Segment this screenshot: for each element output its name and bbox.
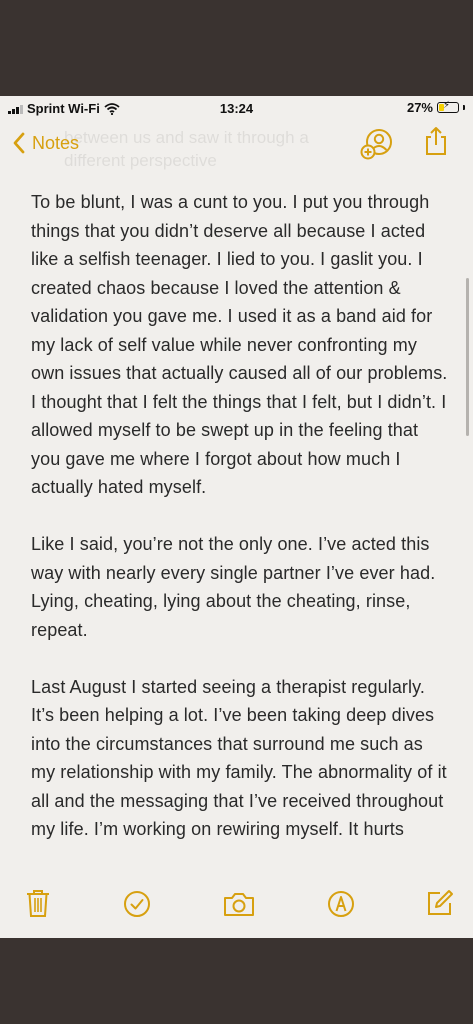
- camera-icon[interactable]: [223, 891, 255, 917]
- bottom-toolbar: [0, 878, 473, 938]
- ghost-title-line-2: different perspective: [64, 151, 217, 170]
- battery-percent: 27%: [406, 100, 433, 115]
- status-bar: [0, 96, 473, 122]
- trash-icon[interactable]: [25, 888, 51, 918]
- add-person-icon[interactable]: [360, 128, 394, 160]
- status-time: 13:24: [219, 101, 254, 116]
- ghost-title-line-1: between us and saw it through a: [64, 128, 309, 147]
- charging-bolt-icon: ⚡: [443, 100, 451, 111]
- note-paragraph-1: To be blunt, I was a cunt to you. I put you through things that you didn’t deserve all because I acted like a selfish teenager. I lied to you. I gaslit you. I created chaos because I loved the attention & validation you gave me. I used it as a band aid for my lack of self value while never confronting my own issues that actually caused all of our problems. I thought that I felt the things that I felt, but I didn’t. I allowed myself to be swept up in the feeling that you gave me where I forgot about how much I actually hated myself.: [31, 192, 448, 497]
- carrier-label: Sprint Wi-Fi: [27, 101, 100, 116]
- status-right: [407, 100, 465, 115]
- back-label: Notes: [32, 132, 80, 153]
- markup-icon[interactable]: [327, 890, 355, 918]
- chevron-left-icon: [12, 132, 26, 154]
- scrollbar[interactable]: [466, 278, 469, 436]
- share-icon[interactable]: [423, 125, 449, 157]
- back-button[interactable]: [12, 132, 79, 154]
- compose-icon[interactable]: [426, 889, 454, 917]
- note-body[interactable]: [31, 188, 451, 872]
- nav-bar: [0, 122, 473, 170]
- checklist-icon[interactable]: [123, 890, 151, 918]
- note-paragraph-2: Like I said, you’re not the only one. I’ve acted this way with nearly every single partner I’ve ever had. Lying, cheating, lying about the cheating, rinse, repeat.: [31, 534, 436, 640]
- battery-tip: [463, 105, 465, 110]
- note-paragraph-3: Last August I started seeing a therapist regularly. It’s been helping a lot. I’ve been taking deep dives into the circumstances that surround me such as my relationship with my family. The abnormality of it all and the messaging that I’ve received throughout my life. I’m working on rewiring myself. It hurts: [31, 676, 447, 839]
- notes-screen: [0, 96, 473, 938]
- battery-icon: [437, 102, 459, 113]
